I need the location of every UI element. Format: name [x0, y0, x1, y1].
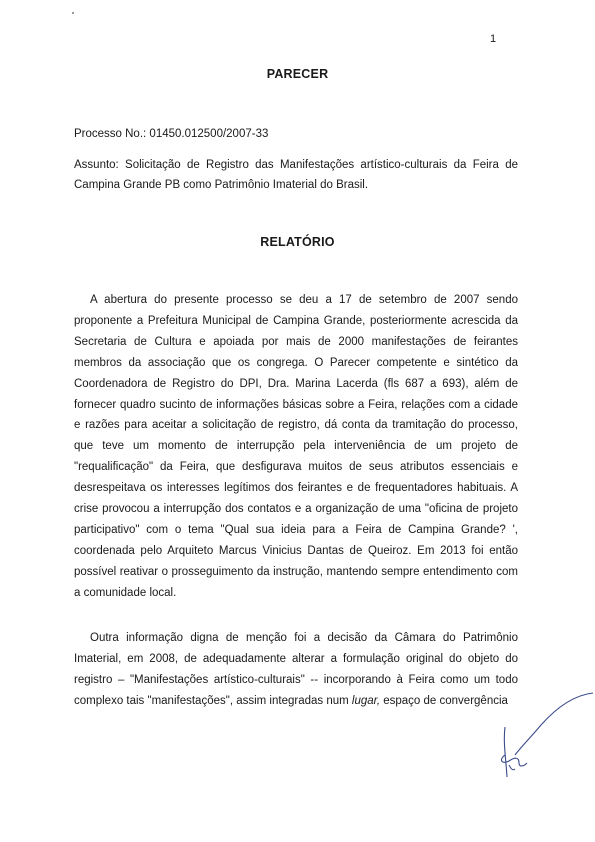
subject-line: Assunto: Solicitação de Registro das Manifestações artístico-culturais da Feira de Campina Grande PB como Patrimônio Imaterial do Brasil. [74, 159, 518, 191]
section-title: RELATÓRIO [260, 235, 335, 249]
paragraph-1 [74, 290, 518, 604]
paragraph-2 [74, 628, 518, 712]
process-number: Processo No.: 01450.012500/2007-33 [74, 128, 269, 140]
document-title: PARECER [266, 67, 329, 81]
page-number: 1 [490, 33, 497, 45]
signature-mark [475, 685, 595, 805]
paragraph-2-italic: lugar, [351, 694, 381, 707]
scan-speck [72, 12, 74, 14]
paragraph-2-text-start: Outra informação digna de menção foi a decisão da Câmara do Patrimônio Imaterial, em 2008, de adequadamente alterar a formulação original do objeto do registro – "Manifestações artístico-culturais" -- incorporando à Feira como um todo complexo tais "manifestações", assim integradas num [74, 632, 518, 707]
paragraph-2-text-end: espaço de convergência [380, 694, 508, 707]
paragraph-1-text: A abertura do presente processo se deu a 17 de setembro de 2007 sendo proponente a Prefeitura Municipal de Campina Grande, posteriormente acrescida da Secretaria de Cultura e apoiada por mais de 2000 manifestações de feirantes membros da associação que os congrega. O Parecer competente e sintético da Coordenadora de Registro do DPI, Dra. Marina Lacerda (fls 687 a 693), além de fornecer quadro sucinto de informações básicas sobre a Feira, relações com a cidade e razões para aceitar a solicitação de registro, dá conta da tramitação do processo, que teve um momento de interrupção pela interveniência de um projeto de "requalificação" da Feira, que desfigurava muitos de seus atributos essenciais e desrespeitava os interesses legítimos dos feirantes e de frequentadores habituais. A crise provocou a interrupção dos contatos e a organização de uma "oficina de projeto participativo" com o tema "Qual sua ideia para a Feira de Campina Grande? ', coordenada pelo Arquiteto Marcus Vinicius Dantas de Queiroz. Em 2013 foi então possível reativar o prosseguimento da instrução, mantendo sempre entendimento com a comunidade local. [74, 294, 518, 599]
